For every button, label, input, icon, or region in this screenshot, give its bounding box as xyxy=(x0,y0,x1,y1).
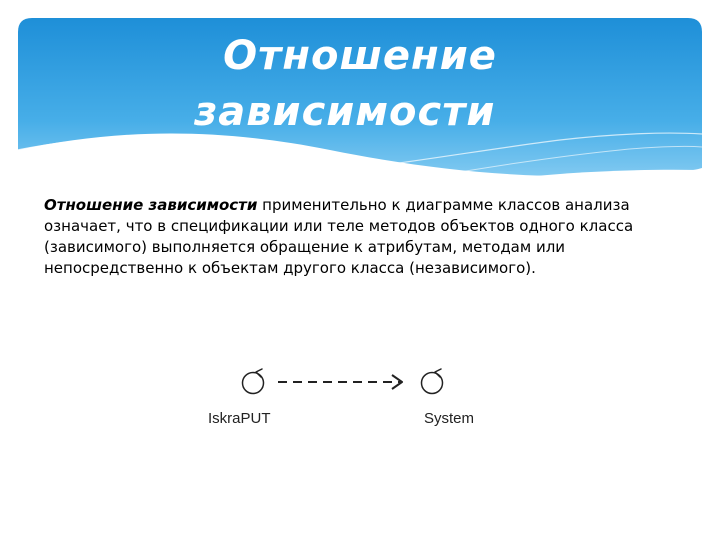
dependency-arrow xyxy=(278,375,402,389)
title-line-2: зависимости xyxy=(194,89,496,135)
title-line-1: Отношение xyxy=(223,33,497,79)
body-description: применительно к диаграмме классов анализа означает, что в спецификации или теле методов объектов одного класса (зависимого) выполняется обращение к атрибутам, методам или непосредственно к объектам другого класса (независимого). xyxy=(44,196,634,277)
source-class-label: IskraPUT xyxy=(208,410,271,427)
source-class-icon xyxy=(243,369,264,394)
target-class-label: System xyxy=(424,410,475,427)
target-class-icon xyxy=(422,369,443,394)
body-term: Отношение зависимости xyxy=(44,196,258,214)
